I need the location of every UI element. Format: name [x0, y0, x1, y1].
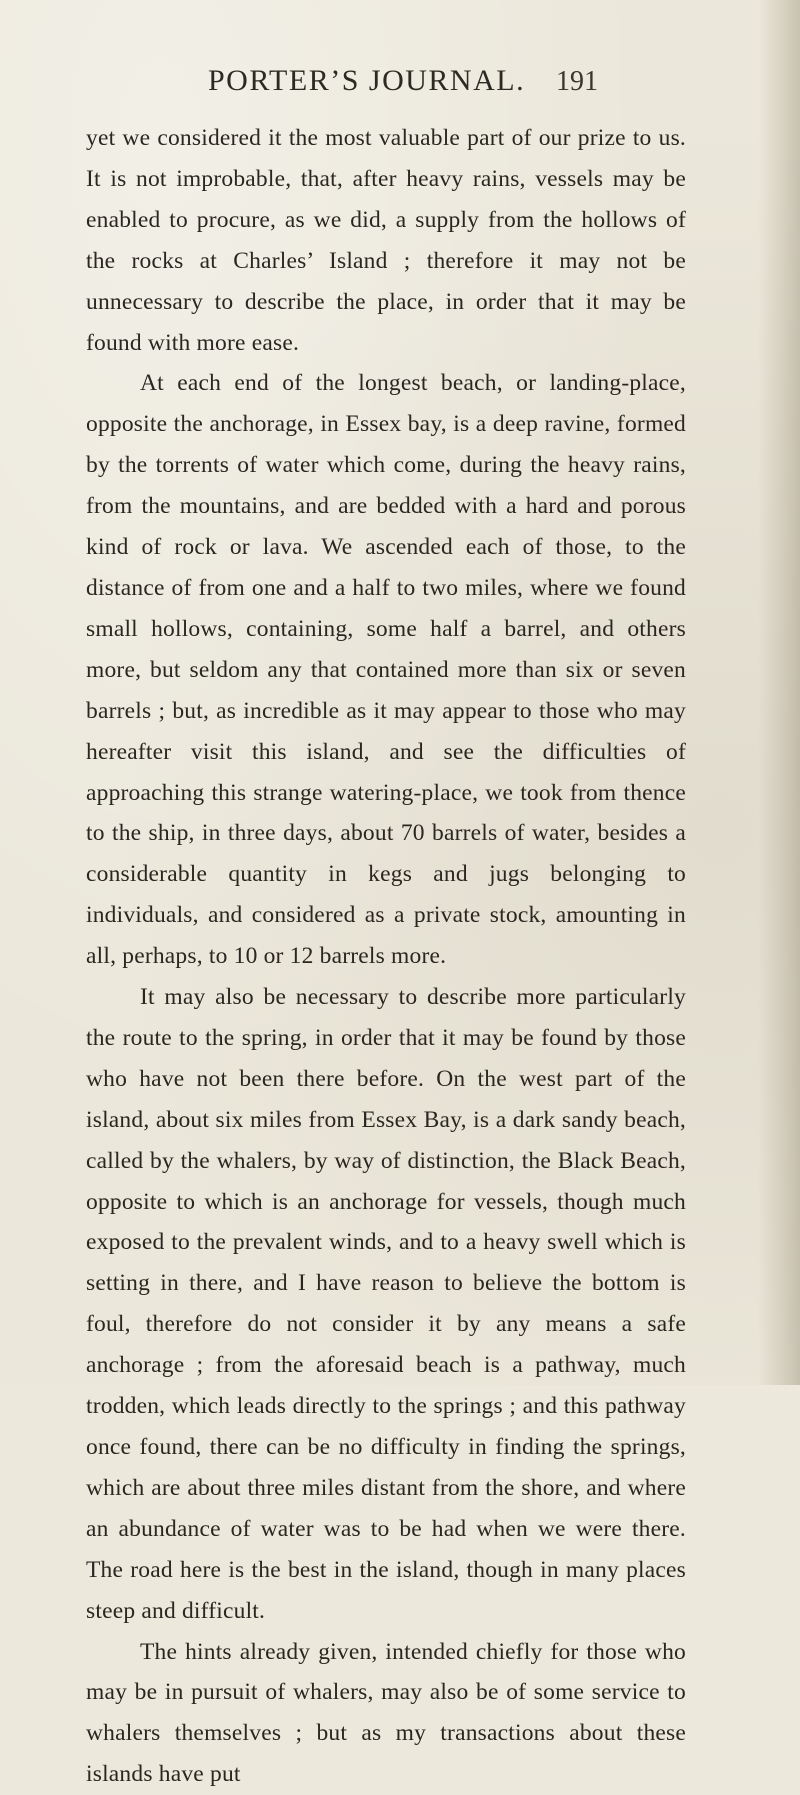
paragraph-1: yet we considered it the most valuable part of our prize to us. It is not improbable, that, after heavy rains, vessels may be enabled to procure, as we did, a supply from the hollows of the rocks at Charles’ Island ; therefore it may not be unnecessary to describe the place, in order that it may be found with more ease. [86, 125, 686, 356]
page-number: 191 [556, 66, 598, 97]
running-title: PORTER’S JOURNAL. [208, 64, 526, 97]
paragraph-3: It may also be necessary to describe more particularly the route to the spring, in order that it may be found by those who have not been there before. On the west part of the island, about six miles from Essex Bay, is a dark sandy beach, called by the whalers, by way of distinction, the Black Beach, opposite to which is an anchorage for vessels, though much exposed to the prevalent winds, and to a heavy swell which is setting in there, and I have reason to believe the bottom is foul, therefore do not consider it by any means a safe anchorage ; from the aforesaid beach is a pathway, much trodden, which leads directly to the springs ; and this pathway once found, there can be no difficulty in finding the springs, which are about three miles distant from the shore, and where an abundance of water was to be had when we were there. The road here is the best in the island, though in many places steep and difficult. [86, 984, 686, 1624]
page-header [196, 64, 756, 104]
page-gutter-shadow [758, 0, 800, 1385]
paragraph-4: The hints already given, intended chiefly for those who may be in pursuit of whalers, may also be of some service to whalers themselves ; but as my transactions about these islands have put [86, 1638, 686, 1788]
paragraph-2: At each end of the longest beach, or landing-place, opposite the anchorage, in Essex bay, is a deep ravine, formed by the torrents of water which come, during the heavy rains, from the mountains, and are bedded with a hard and porous kind of rock or lava. We ascended each of those, to the distance of from one and a half to two miles, where we found small hollows, containing, some half a barrel, and others more, but seldom any that contained more than six or seven barrels ; but, as incredible as it may appear to those who may hereafter visit this island, and see the difficulties of approaching this strange watering-place, we took from thence to the ship, in three days, about 70 barrels of water, besides a considerable quantity in kegs and jugs belonging to individuals, and considered as a private stock, amounting in all, perhaps, to 10 or 12 barrels more. [86, 370, 686, 970]
body-text [86, 118, 686, 1795]
